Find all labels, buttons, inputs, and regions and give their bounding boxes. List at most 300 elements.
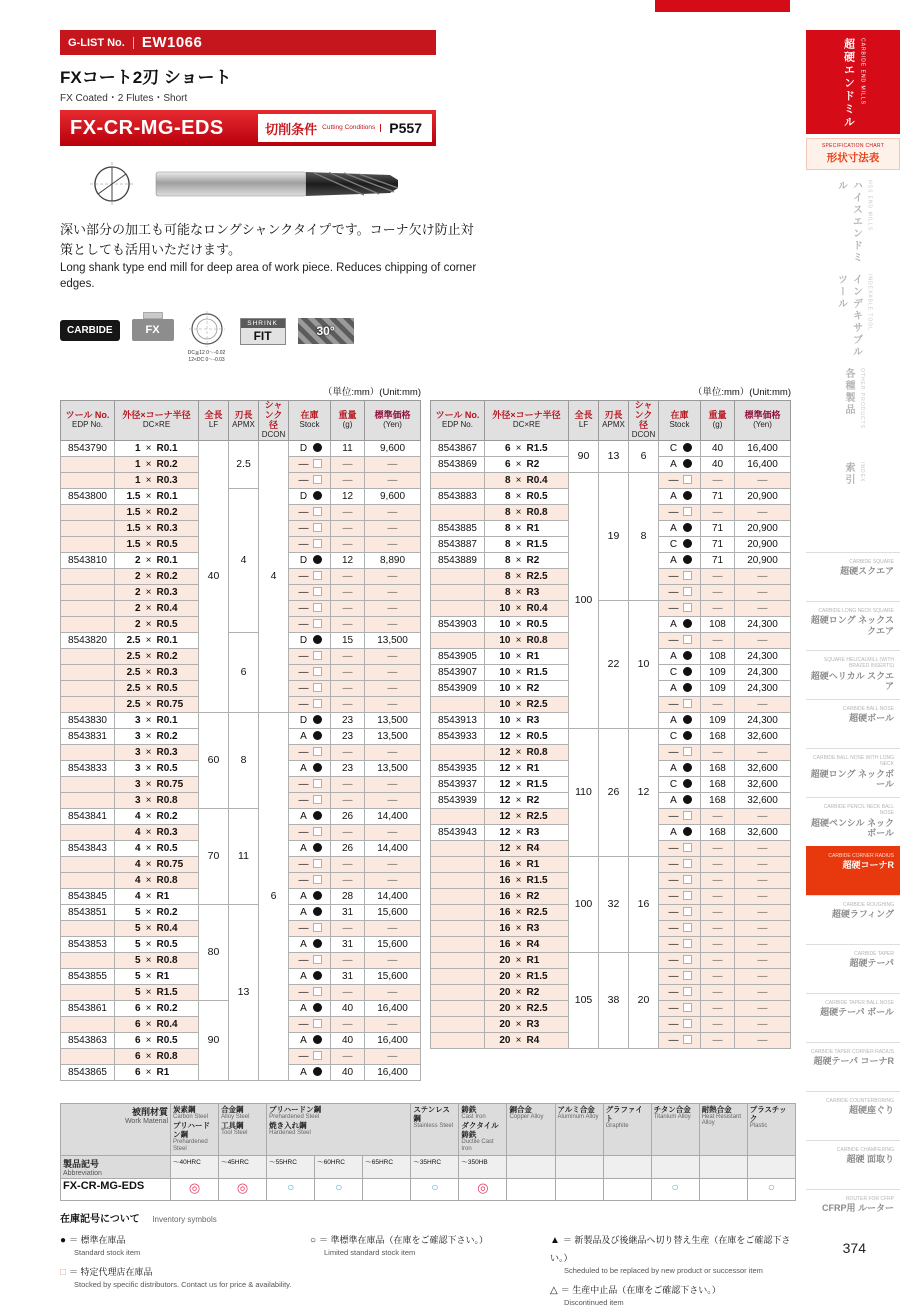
weight-cell: 108 [701,648,735,664]
stock-cell: — [289,696,331,712]
rating-cell [219,1179,267,1201]
cutting-conditions-link[interactable] [258,114,432,142]
spec-table-right-block [430,384,791,1048]
size-cell: 1 × R0.3 [115,472,199,488]
sidebar-item-carbide-pencil-neck-ball-nose[interactable]: CARBIDE PENCIL NECK BALL NOSE 超硬ペンシル ネックボール [806,797,900,846]
rating-cell [555,1179,603,1201]
size-cell: 3 × R0.5 [115,760,199,776]
col-dcre: 外径×コーナ半径 DC×RE [115,401,199,440]
edp-cell [61,520,115,536]
size-cell: 10 × R2 [485,680,569,696]
size-cell: 16 × R1.5 [485,872,569,888]
stock-square-icon [313,779,322,788]
weight-cell: 109 [701,680,735,696]
rating-cell [315,1179,363,1201]
stock-cell: — [289,1048,331,1064]
stock-cell: D [289,552,331,568]
sidebar-item-carbide-ball-nose-with-long-neck[interactable]: CARBIDE BALL NOSE WITH LONG NECK 超硬ロング ネックボール [806,748,900,797]
size-cell: 3 × R0.8 [115,792,199,808]
stock-cell: — [289,520,331,536]
size-cell: 10 × R1.5 [485,664,569,680]
stock-square-icon [313,475,322,484]
edp-cell: 8543863 [61,1032,115,1048]
edp-cell [431,744,485,760]
size-cell: 3 × R0.75 [115,776,199,792]
weight-cell: — [331,648,365,664]
glist-label: G-LIST No. [60,37,134,49]
sidebar-item-square-helicalmill-with-brazed-inserts[interactable]: SQUARE HELICALMILL (WITH BRAZED INSERTS) 超硬ヘリカル スクエア [806,650,900,699]
size-cell: 6 × R2 [485,456,569,472]
spec-row [431,440,791,456]
size-cell: 2 × R0.4 [115,600,199,616]
edp-cell [431,632,485,648]
price-cell: 32,600 [735,824,791,840]
sidebar-item-carbide-taper[interactable]: CARBIDE TAPER 超硬テーパ [806,944,900,993]
edp-cell: 8543943 [431,824,485,840]
edp-cell [61,856,115,872]
price-cell: — [365,1048,421,1064]
size-cell: 2.5 × R0.3 [115,664,199,680]
apmx-cell: 19 [599,472,629,600]
stock-square-icon [683,843,692,852]
price-cell: 32,600 [735,792,791,808]
price-cell: — [735,808,791,824]
edp-cell: 8543853 [61,936,115,952]
edp-cell [61,584,115,600]
edp-cell [431,568,485,584]
sidebar-item-carbide-taper-ball-nose[interactable]: CARBIDE TAPER BALL NOSE 超硬テーパ ボール [806,993,900,1042]
price-cell: — [365,648,421,664]
stock-cell: A [659,648,701,664]
edp-cell: 8543843 [61,840,115,856]
size-cell: 8 × R0.5 [485,488,569,504]
price-cell: 15,600 [365,936,421,952]
edp-cell: 8543820 [61,632,115,648]
sidebar-item-router-for-cfrp[interactable]: ROUTER FOR CFRP CFRP用 ルーター [806,1189,900,1238]
edp-cell: 8543845 [61,888,115,904]
price-cell: 16,400 [365,1032,421,1048]
size-cell: 1.5 × R0.2 [115,504,199,520]
sidebar-item-indexable-tool[interactable]: インデキサブルツール INDEXABLE TOOL [835,274,873,358]
apmx-cell: 26 [599,728,629,856]
price-cell: — [365,776,421,792]
stock-cell: — [659,904,701,920]
weight-cell: — [701,888,735,904]
price-cell: 20,900 [735,488,791,504]
weight-cell: 26 [331,808,365,824]
stock-cell: A [289,728,331,744]
size-cell: 8 × R2 [485,552,569,568]
cutting-conditions-jp: 切削条件 [265,121,318,137]
edp-cell [431,584,485,600]
price-cell: — [365,984,421,1000]
col-weight: 重量 (g) [331,401,365,440]
stock-square-icon [683,1003,692,1012]
rating-cell [411,1179,459,1201]
price-cell: — [735,952,791,968]
stock-square-icon [313,507,322,516]
col-dcon: シャンク径 DCON [629,401,659,440]
stock-cell: — [289,920,331,936]
price-cell: — [365,856,421,872]
col-lf: 全長 LF [199,401,229,440]
hardness-cell [603,1156,651,1179]
lf-cell: 40 [199,440,229,712]
stock-cell: — [659,584,701,600]
weight-cell: — [701,840,735,856]
col-edp: ツール No. EDP No. [431,401,485,440]
weight-cell: — [701,872,735,888]
size-cell: 16 × R1 [485,856,569,872]
lf-cell: 90 [199,1000,229,1080]
edp-cell: 8543913 [431,712,485,728]
spec-row [61,808,421,824]
stock-cell: A [289,888,331,904]
weight-cell: — [331,568,365,584]
edp-cell [61,952,115,968]
stock-square-icon [313,1051,322,1060]
sidebar-item-other-products[interactable]: 各種製品 OTHER PRODUCTS [843,368,865,429]
stock-dot-icon [683,491,692,500]
price-cell: — [735,600,791,616]
size-cell: 6 × R0.5 [115,1032,199,1048]
edp-cell [61,600,115,616]
weight-cell: — [331,952,365,968]
size-cell: 12 × R0.8 [485,744,569,760]
stock-cell: — [289,600,331,616]
price-cell: — [365,568,421,584]
stock-cell: — [659,600,701,616]
product-code-cell: FX-CR-MG-EDS [61,1179,171,1201]
sidebar-item-carbide-square[interactable]: CARBIDE SQUARE 超硬スクエア [806,552,900,601]
hardness-cell: 〜35HRC [411,1156,459,1179]
weight-cell: — [701,1000,735,1016]
size-cell: 10 × R0.8 [485,632,569,648]
price-cell: — [735,920,791,936]
weight-cell: — [701,904,735,920]
price-cell: — [365,536,421,552]
stock-cell: — [659,1032,701,1048]
legend-title-en: Inventory symbols [152,1215,217,1225]
edp-cell: 8543935 [431,760,485,776]
rating-circle-icon: ○ [671,1180,679,1195]
size-cell: 10 × R1 [485,648,569,664]
stock-cell: — [289,568,331,584]
weight-cell: — [331,680,365,696]
size-cell: 5 × R1.5 [115,984,199,1000]
rating-cell [603,1179,651,1201]
stock-cell: — [659,936,701,952]
price-cell: 13,500 [365,728,421,744]
size-cell: 5 × R0.5 [115,936,199,952]
size-cell: 12 × R2.5 [485,808,569,824]
edp-cell [431,984,485,1000]
col-apmx: 刃長 APMX [599,401,629,440]
price-cell: — [365,1016,421,1032]
material-column-header: 耐熱合金 Heat Resistant Alloy [699,1103,747,1156]
price-cell: 15,600 [365,968,421,984]
legend-title-jp: 在庫記号について [60,1214,140,1226]
spec-header-row [431,401,791,440]
dcon-cell: 6 [259,712,289,1080]
stock-dot-icon [683,715,692,724]
sidebar-item-carbide-end-mills[interactable]: 超硬エンドミル CARBIDE END MILLS [806,30,900,134]
rating-circle-icon: ○ [767,1180,775,1195]
size-cell: 1 × R0.2 [115,456,199,472]
sidebar-item-index[interactable]: 索引 INDEX [843,462,865,486]
stock-cell: — [659,504,701,520]
stock-cell: — [659,968,701,984]
spec-row [431,600,791,616]
weight-cell: — [331,536,365,552]
col-stock: 在庫 Stock [659,401,701,440]
helix-angle-badge: 30° [298,318,354,344]
stock-cell: A [659,824,701,840]
sidebar-item-carbide-roughing[interactable]: CARBIDE ROUGHING 超硬ラフィング [806,895,900,944]
size-cell: 2 × R0.3 [115,584,199,600]
stock-cell: — [289,776,331,792]
stock-dot-icon [313,1067,322,1076]
edp-cell: 8543883 [431,488,485,504]
size-cell: 6 × R0.4 [115,1016,199,1032]
stock-cell: C [659,776,701,792]
shank-tolerance-badge [186,308,228,363]
legend-column-1 [60,1230,310,1312]
rating-cell [651,1179,699,1201]
weight-cell: — [331,856,365,872]
stock-cell: A [289,904,331,920]
stock-cell: — [289,744,331,760]
price-cell: — [365,600,421,616]
work-material-label: 被削材質 Work Material [61,1103,171,1156]
material-column-header: 炭素鋼 Carbon Steel プリハードン鋼 Prehardened Steel [171,1103,219,1156]
sidebar-item-carbide-taper-corner-radius[interactable]: CARBIDE TAPER CORNER RADIUS 超硬テーパ コーナR [806,1042,900,1091]
material-column-header: 鋳鉄 Cast Iron ダクタイル鋳鉄 Ductile Cast Iron [459,1103,507,1156]
lf-cell: 100 [569,472,599,728]
size-cell: 1.5 × R0.1 [115,488,199,504]
size-cell: 8 × R2.5 [485,568,569,584]
rating-circle-icon: ○ [431,1180,439,1195]
stock-cell: A [659,456,701,472]
spec-row [61,632,421,648]
stock-dot-icon [683,523,692,532]
price-cell: — [365,616,421,632]
rating-double-circle-icon: ◎ [236,1180,249,1196]
stock-square-icon [683,875,692,884]
weight-cell: 40 [331,1064,365,1080]
stock-square-icon [683,507,692,516]
weight-cell: — [701,808,735,824]
weight-cell: — [331,664,365,680]
stock-cell: A [659,488,701,504]
weight-cell: — [701,472,735,488]
stock-cell: A [659,552,701,568]
stock-dot-icon [683,539,692,548]
price-cell: 32,600 [735,728,791,744]
stock-cell: C [659,664,701,680]
edp-cell: 8543887 [431,536,485,552]
sidebar-item-hss-end-mills[interactable]: ハイスエンドミル HSS END MILLS [835,180,873,264]
weight-cell: — [331,1016,365,1032]
unit-note-left: （単位:mm）(Unit:mm) [322,387,421,399]
tolerance-line-2: 12<DC 0〜-0.03 [188,356,225,363]
price-cell: — [735,856,791,872]
size-cell: 20 × R1.5 [485,968,569,984]
stock-dot-icon [683,459,692,468]
edp-cell: 8543907 [431,664,485,680]
stock-cell: — [289,824,331,840]
edp-cell [61,680,115,696]
weight-cell: 40 [331,1032,365,1048]
weight-cell: — [331,984,365,1000]
stock-cell: — [289,792,331,808]
price-cell: 9,600 [365,440,421,456]
size-cell: 2 × R0.5 [115,616,199,632]
stock-cell: A [289,840,331,856]
size-cell: 4 × R0.2 [115,808,199,824]
stock-square-icon [683,699,692,708]
price-cell: 24,300 [735,648,791,664]
legend-item-replaced: ▲ ＝ 新製品及び後継品へ切り替え生産（在庫をご確認下さい。） Scheduled to be replaced by new product or successor item [550,1235,791,1276]
price-cell: — [735,584,791,600]
stock-square-icon [313,795,322,804]
legend-item-standard: ● ＝ 標準在庫品 Standard stock item [60,1235,141,1258]
apmx-cell: 8 [229,712,259,808]
spec-row [431,952,791,968]
lf-cell: 100 [569,856,599,952]
price-cell: — [735,504,791,520]
material-column-header: 銅合金 Copper Alloy [507,1103,555,1156]
price-cell: 20,900 [735,520,791,536]
size-cell: 16 × R2.5 [485,904,569,920]
weight-cell: 15 [331,632,365,648]
weight-cell: — [701,696,735,712]
hardness-cell [747,1156,795,1179]
stock-cell: A [289,936,331,952]
stock-cell: — [659,872,701,888]
size-cell: 2.5 × R0.1 [115,632,199,648]
lf-cell: 70 [199,808,229,904]
size-cell: 16 × R3 [485,920,569,936]
stock-cell: — [289,504,331,520]
material-name-row [61,1103,796,1156]
sidebar-item-carbide-counterboring[interactable]: CARBIDE COUNTERBORING 超硬座ぐり [806,1091,900,1140]
spec-table-right [430,400,791,1048]
size-cell: 3 × R0.1 [115,712,199,728]
price-cell: — [735,1000,791,1016]
edp-cell: 8543889 [431,552,485,568]
stock-square-icon [683,603,692,612]
stock-cell: — [289,456,331,472]
edp-cell: 8543865 [61,1064,115,1080]
price-cell: 20,900 [735,536,791,552]
weight-cell: 31 [331,936,365,952]
stock-dot-icon [683,763,692,772]
weight-cell: 31 [331,968,365,984]
stock-dot-icon [313,811,322,820]
spec-row [431,856,791,872]
rating-cell [267,1179,315,1201]
sidebar-item-carbide-long-neck-square[interactable]: CARBIDE LONG NECK SQUARE 超硬ロング ネックスクエア [806,601,900,650]
lf-cell: 105 [569,952,599,1048]
stock-cell: — [659,1016,701,1032]
weight-cell: — [331,872,365,888]
weight-cell: — [331,744,365,760]
stock-cell: A [289,1064,331,1080]
price-cell: — [365,824,421,840]
stock-square-icon [683,635,692,644]
stock-square-icon [313,587,322,596]
stock-square-icon [313,747,322,756]
stock-cell: — [659,984,701,1000]
edp-cell [431,952,485,968]
stock-cell: — [659,840,701,856]
stock-square-icon [313,683,322,692]
weight-cell: 168 [701,776,735,792]
size-cell: 12 × R1.5 [485,776,569,792]
stock-cell: C [659,536,701,552]
size-cell: 20 × R3 [485,1016,569,1032]
price-cell: — [365,744,421,760]
edp-cell [61,536,115,552]
price-cell: — [735,744,791,760]
sidebar-item-carbide-chamfering[interactable]: CARBIDE CHAMFERING 超硬 面取り [806,1140,900,1189]
weight-cell: — [701,952,735,968]
price-cell: — [735,472,791,488]
weight-cell: 168 [701,792,735,808]
weight-cell: 71 [701,536,735,552]
stock-cell: — [289,952,331,968]
stock-dot-icon [313,843,322,852]
price-cell: 13,500 [365,632,421,648]
lf-cell: 110 [569,728,599,856]
stock-cell: A [289,808,331,824]
stock-square-icon [683,811,692,820]
size-cell: 6 × R0.2 [115,1000,199,1016]
stock-dot-icon [313,715,322,724]
size-cell: 3 × R0.2 [115,728,199,744]
edp-cell [61,504,115,520]
model-band [60,110,436,146]
stock-cell: D [289,632,331,648]
weight-cell: 28 [331,888,365,904]
stock-dot-icon [313,555,322,564]
col-apmx: 刃長 APMX [229,401,259,440]
hardness-cell: 〜45HRC [219,1156,267,1179]
size-cell: 6 × R1 [115,1064,199,1080]
weight-cell: — [331,824,365,840]
stock-square-icon [313,699,322,708]
edp-cell [431,1032,485,1048]
sidebar-item-carbide-corner-radius[interactable]: CARBIDE CORNER RADIUS 超硬コーナR [806,846,900,895]
stock-dot-icon [313,443,322,452]
edp-cell: 8543933 [431,728,485,744]
material-column-header: グラファイト Graphite [603,1103,651,1156]
stock-cell: A [659,616,701,632]
work-material-table [60,1103,796,1202]
col-price: 標準価格 (Yen) [735,401,791,440]
stock-square-icon [683,1035,692,1044]
price-cell: 24,300 [735,712,791,728]
size-cell: 12 × R0.5 [485,728,569,744]
stock-cell: — [289,984,331,1000]
sidebar-item-specification-chart[interactable]: SPECIFICATION CHART 形状寸法表 [806,138,900,170]
stock-cell: — [289,1016,331,1032]
hardness-cell: 〜350HB [459,1156,507,1179]
sidebar-item-carbide-ball-nose[interactable]: CARBIDE BALL NOSE 超硬ボール [806,699,900,748]
edp-cell: 8543885 [431,520,485,536]
page-number: 374 [842,1240,866,1256]
